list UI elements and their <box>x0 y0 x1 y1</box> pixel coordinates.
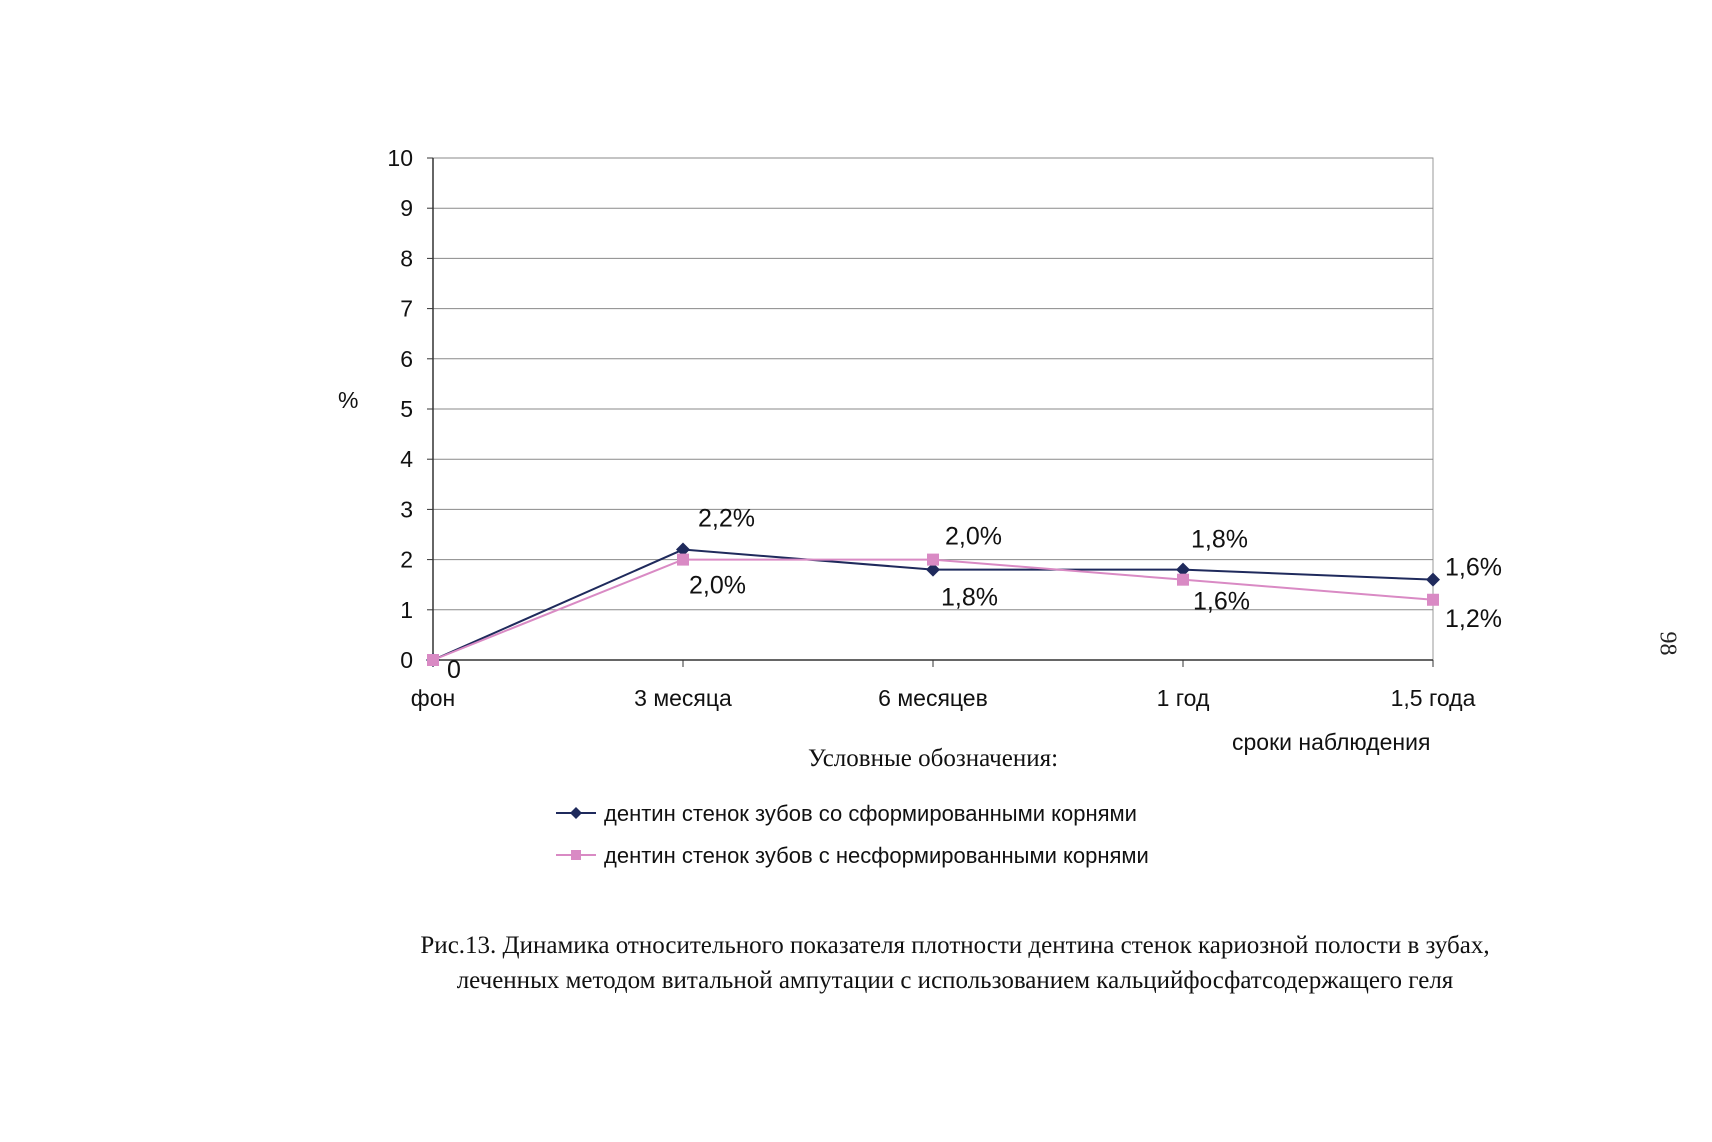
y-tick-label: 1 <box>400 596 413 623</box>
legend-item-formed <box>556 801 1137 826</box>
data-label: 1,2% <box>1445 604 1502 633</box>
data-label: 0 <box>447 656 461 684</box>
y-tick-label: 7 <box>400 295 413 322</box>
legend-label-formed: дентин стенок зубов со сформированными корнями <box>604 801 1137 826</box>
x-tick-label: 3 месяца <box>634 685 732 711</box>
y-tick-label: 8 <box>400 245 413 272</box>
figure-caption <box>290 928 1620 998</box>
data-label: 1,8% <box>941 583 998 612</box>
y-tick-label: 2 <box>400 546 413 573</box>
x-tick-labels <box>411 685 1476 711</box>
y-tick-labels <box>387 145 413 673</box>
data-label: 1,8% <box>1191 525 1248 554</box>
y-tick-label: 5 <box>400 396 413 422</box>
x-tick-label: 1,5 года <box>1390 685 1476 711</box>
y-axis-title: % <box>338 387 359 413</box>
x-axis-title: сроки наблюдения <box>1232 729 1431 755</box>
legend <box>556 745 1149 868</box>
data-point-square <box>427 654 439 666</box>
caption-line-2: леченных методом витальной ампутации с использованием кальцийфосфатсодержащего геля <box>456 967 1454 994</box>
data-point-square <box>1177 574 1189 586</box>
data-label: 2,0% <box>689 571 746 600</box>
data-point-square <box>677 554 689 566</box>
y-tick-label: 3 <box>400 496 413 523</box>
data-point-square <box>1427 594 1439 606</box>
y-tick-label: 0 <box>400 647 413 673</box>
caption-line-1: Рис.13. Динамика относительного показателя плотности дентина стенок кариозной полости в зубах, <box>420 932 1490 959</box>
legend-item-unformed <box>556 843 1149 868</box>
y-tick-label: 4 <box>400 446 413 473</box>
x-tick-label: фон <box>410 685 456 711</box>
y-tick-label: 9 <box>400 195 413 222</box>
data-label: 1,6% <box>1193 587 1250 616</box>
x-tick-label: 1 год <box>1156 685 1210 711</box>
legend-marker-square <box>571 850 581 860</box>
y-tick-label: 6 <box>400 345 413 372</box>
page-number: 98 <box>1654 631 1681 656</box>
data-point-square <box>927 554 939 566</box>
x-tick-label: 6 месяцев <box>878 685 988 711</box>
legend-marker-diamond <box>570 807 582 819</box>
data-label: 2,0% <box>945 522 1002 551</box>
data-label: 1,6% <box>1445 553 1502 582</box>
legend-label-unformed: дентин стенок зубов с несформированными корнями <box>604 843 1149 868</box>
y-tick-label: 10 <box>387 145 413 171</box>
data-label: 2,2% <box>698 504 755 533</box>
legend-title: Условные обозначения: <box>808 745 1059 772</box>
